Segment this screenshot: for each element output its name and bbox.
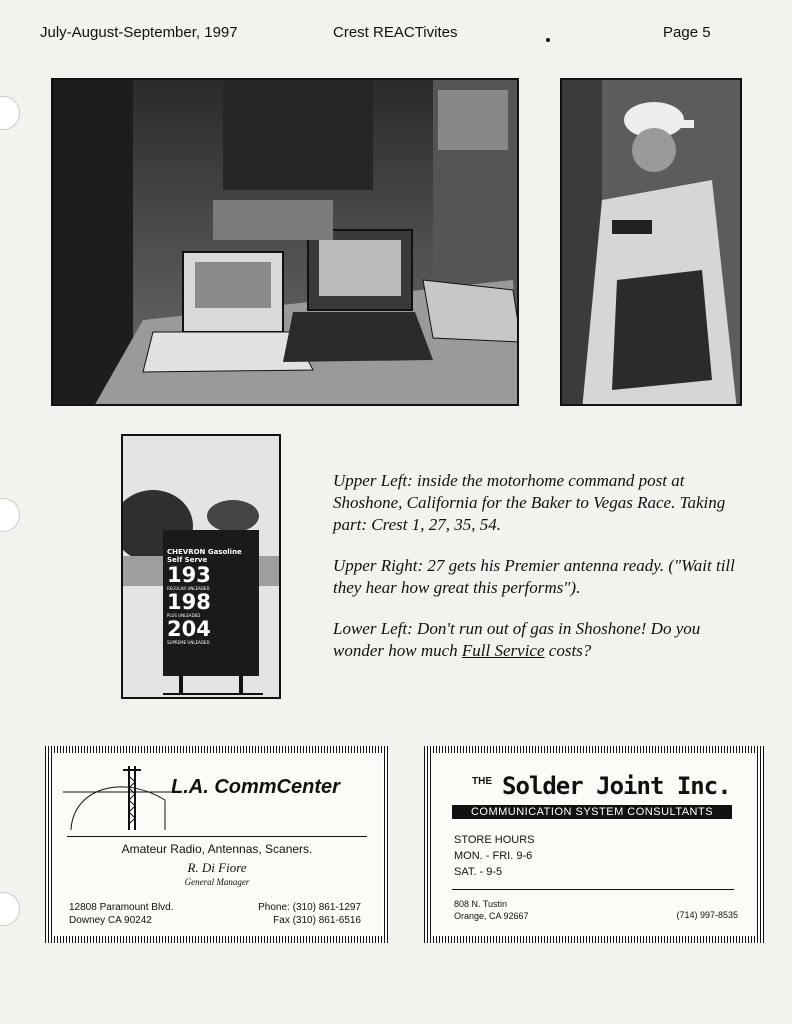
commcenter-address <box>69 901 174 927</box>
commcenter-address-line1: 12808 Paramount Blvd. <box>69 902 174 913</box>
command-post-illustration <box>53 80 519 406</box>
gas-sign-brand: CHEVRON Gasoline <box>167 548 242 556</box>
gas-sign-service: Self Serve <box>167 556 208 564</box>
solder-joint-banner: COMMUNICATION SYSTEM CONSULTANTS <box>452 805 732 819</box>
photo-antenna-ready <box>560 78 742 406</box>
commcenter-name: L.A. CommCenter <box>171 776 340 798</box>
photo-captions <box>333 470 753 681</box>
binder-hole-bottom <box>0 892 20 926</box>
caption-full-service: Full Service <box>461 641 545 660</box>
commcenter-manager-name: R. Di Fiore <box>187 860 247 875</box>
commcenter-services: Amateur Radio, Antennas, Scaners. <box>121 842 313 856</box>
photo-gas-sign <box>121 434 281 699</box>
commcenter-fax: Fax (310) 861-6516 <box>273 915 361 926</box>
ad-la-commcenter <box>45 746 389 943</box>
solder-joint-phone: (714) 997-8535 <box>676 910 738 920</box>
solder-joint-name: Solder Joint Inc. <box>502 772 731 800</box>
binder-hole-top <box>0 96 20 130</box>
commcenter-manager-role: General Manager <box>184 877 250 887</box>
page-number: Page 5 <box>663 24 711 41</box>
gas-grade-plus: PLUS UNLEADED <box>167 613 201 618</box>
store-hours-weekday: MON. - FRI. 9-6 <box>454 850 533 862</box>
commcenter-divider <box>67 836 367 837</box>
gas-grade-supreme: SUPREME UNLEADED <box>167 640 210 645</box>
newsletter-title: Crest REACTivites <box>333 24 458 41</box>
commcenter-phone: Phone: (310) 861-1297 <box>258 902 361 913</box>
caption-upper-right: Upper Right: 27 gets his Premier antenna ready. ("Wait till they hear how great this performs"). <box>333 556 735 597</box>
gas-grade-regular: REGULAR UNLEADED <box>167 586 210 591</box>
caption-upper-left: Upper Left: inside the motorhome command post at Shoshone, California for the Baker to Vegas Race. Taking part: Crest 1, 27, 35, 54. <box>333 471 726 534</box>
solder-joint-address <box>454 898 529 922</box>
solder-joint-the: THE <box>472 776 492 787</box>
gas-sign-text <box>167 548 257 645</box>
solder-joint-hours <box>454 832 534 880</box>
gas-price-supreme: 204 <box>167 617 211 641</box>
gas-price-regular: 193 <box>167 563 211 587</box>
gas-price-plus: 198 <box>167 590 211 614</box>
page-header <box>0 24 792 48</box>
man-with-antenna-illustration <box>562 80 742 406</box>
ad-solder-joint <box>424 746 764 943</box>
speck <box>546 38 550 42</box>
commcenter-contact <box>258 901 361 927</box>
photo-command-post <box>51 78 519 406</box>
store-hours-saturday: SAT. - 9-5 <box>454 866 503 878</box>
issue-date: July-August-September, 1997 <box>40 24 238 41</box>
store-hours-title: STORE HOURS <box>454 834 535 846</box>
antenna-tower-logo <box>63 760 173 834</box>
solder-joint-address-line2: Orange, CA 92667 <box>454 911 529 921</box>
caption-lower-left-suffix: costs? <box>544 641 592 660</box>
binder-hole-middle <box>0 498 20 532</box>
commcenter-address-line2: Downey CA 90242 <box>69 915 152 926</box>
solder-joint-divider <box>452 889 734 890</box>
solder-joint-address-line1: 808 N. Tustin <box>454 899 508 909</box>
caption-lower-left-prefix: Lower Left: Don't run out of gas in Shoshone! Do you wonder how much <box>333 619 701 660</box>
caption-lower-left <box>333 618 753 662</box>
